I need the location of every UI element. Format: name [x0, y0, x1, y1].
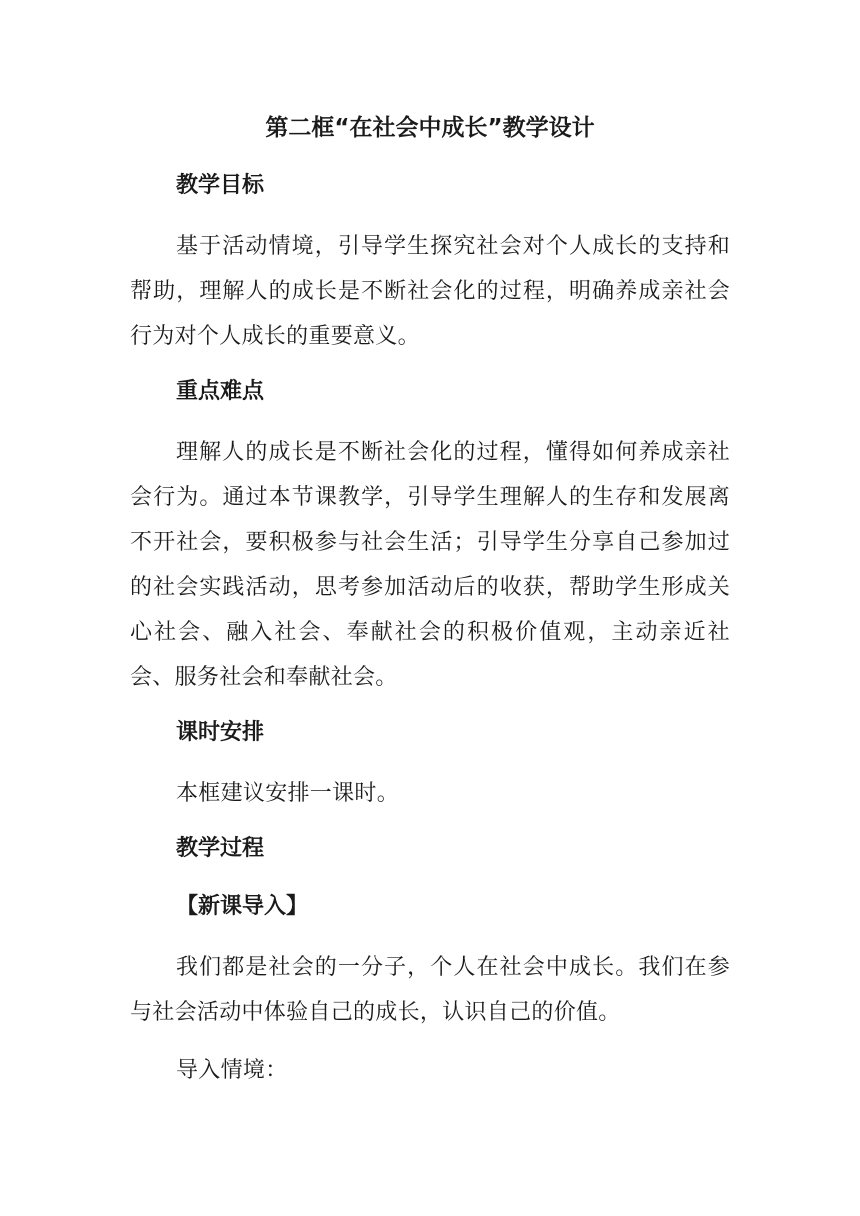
document-title: 第二框“在社会中成长”教学设计 — [265, 115, 595, 141]
document-page — [130, 108, 730, 1106]
section-heading-intro: 【新课导入】 — [176, 894, 309, 919]
section-heading-objectives: 教学目标 — [176, 173, 265, 198]
paragraph-key-points: 理解人的成长是不断社会化的过程，懂得如何养成亲社会行为。通过本节课教学，引导学生理解人的生存和发展离不开社会，要积极参与社会生活；引导学生分享自己参加过的社会实践活动，思考参加活动后的收获，帮助学生形成关心社会、融入社会、奉献社会的积极价值观，主动亲近社会、服务社会和奉献社会。 — [130, 440, 730, 690]
paragraph-schedule: 本框建议安排一课时。 — [176, 781, 400, 806]
paragraph-objectives: 基于活动情境，引导学生探究社会对个人成长的支持和帮助，理解人的成长是不断社会化的过程，明确养成亲社会行为对个人成长的重要意义。 — [130, 234, 730, 349]
paragraph-intro: 我们都是社会的一分子，个人在社会中成长。我们在参与社会活动中体验自己的成长，认识自己的价值。 — [130, 955, 730, 1025]
section-heading-schedule: 课时安排 — [176, 720, 265, 745]
section-heading-process: 教学过程 — [176, 836, 265, 861]
section-heading-key-points: 重点难点 — [176, 379, 265, 404]
scenario-label: 导入情境： — [176, 1058, 288, 1083]
